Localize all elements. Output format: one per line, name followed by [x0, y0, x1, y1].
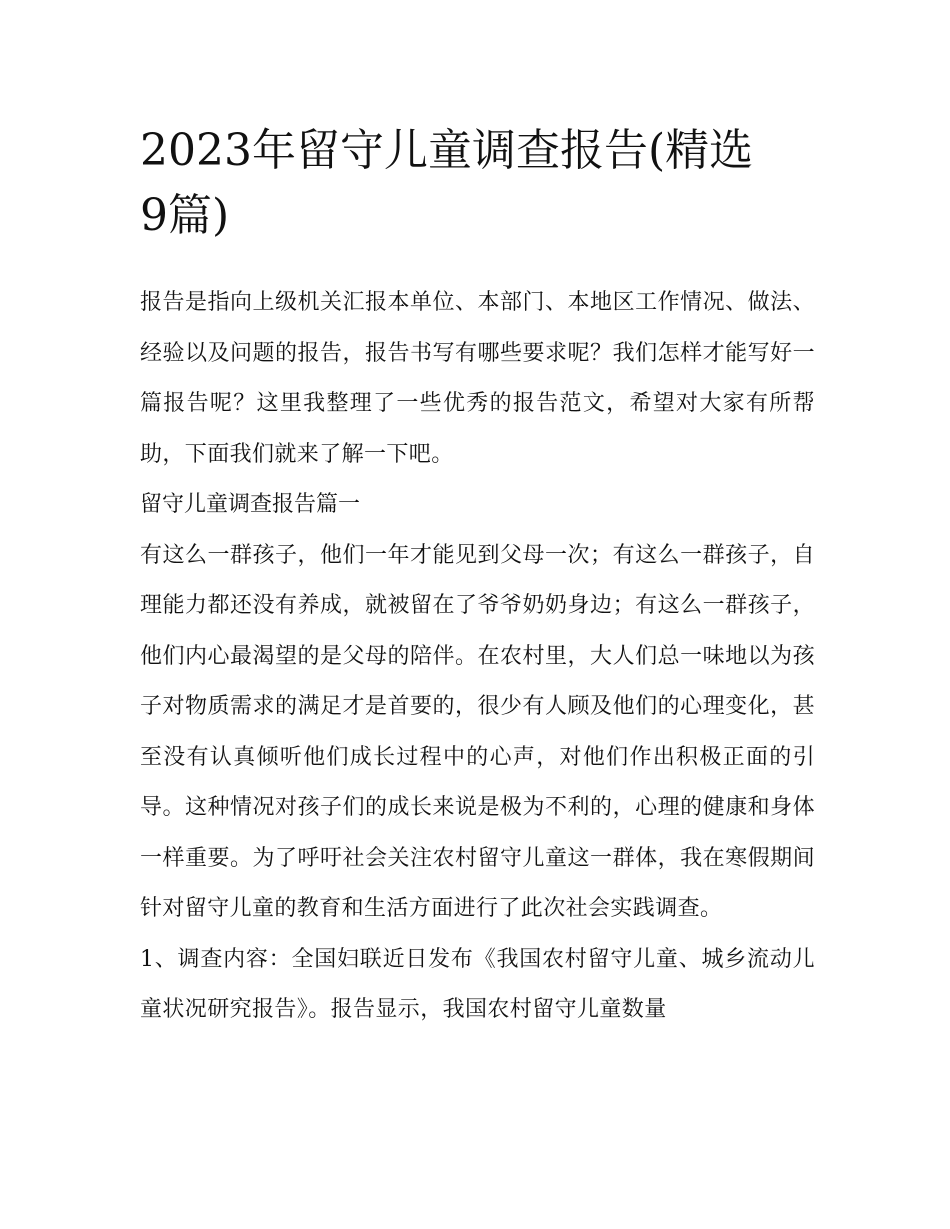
document-page [140, 118, 815, 1036]
list-item: 1、调查内容：全国妇联近日发布《我国农村留守儿童、城乡流动儿童状况研究报告》。报告显示，我国农村留守儿童数量 [140, 946, 815, 1022]
document-title: 2023年留守儿童调查报告(精选9篇) [140, 125, 754, 241]
section-heading: 留守儿童调查报告篇一 [140, 492, 361, 517]
intro-paragraph: 报告是指向上级机关汇报本单位、本部门、本地区工作情况、做法、经验以及问题的报告，报告书写有哪些要求呢？我们怎样才能写好一篇报告呢？这里我整理了一些优秀的报告范文，希望对大家有所帮助，下面我们就来了解一下吧。 [140, 290, 815, 467]
body-paragraph: 有这么一群孩子，他们一年才能见到父母一次；有这么一群孩子，自理能力都还没有养成，就被留在了爷爷奶奶身边；有这么一群孩子，他们内心最渴望的是父母的陪伴。在农村里，大人们总一味地以为孩子对物质需求的满足才是首要的，很少有人顾及他们的心理变化，甚至没有认真倾听他们成长过程中的心声，对他们作出积极正面的引导。这种情况对孩子们的成长来说是极为不利的，心理的健康和身体一样重要。为了呼吁社会关注农村留守儿童这一群体，我在寒假期间针对留守儿童的教育和生活方面进行了此次社会实践调查。 [140, 542, 815, 921]
